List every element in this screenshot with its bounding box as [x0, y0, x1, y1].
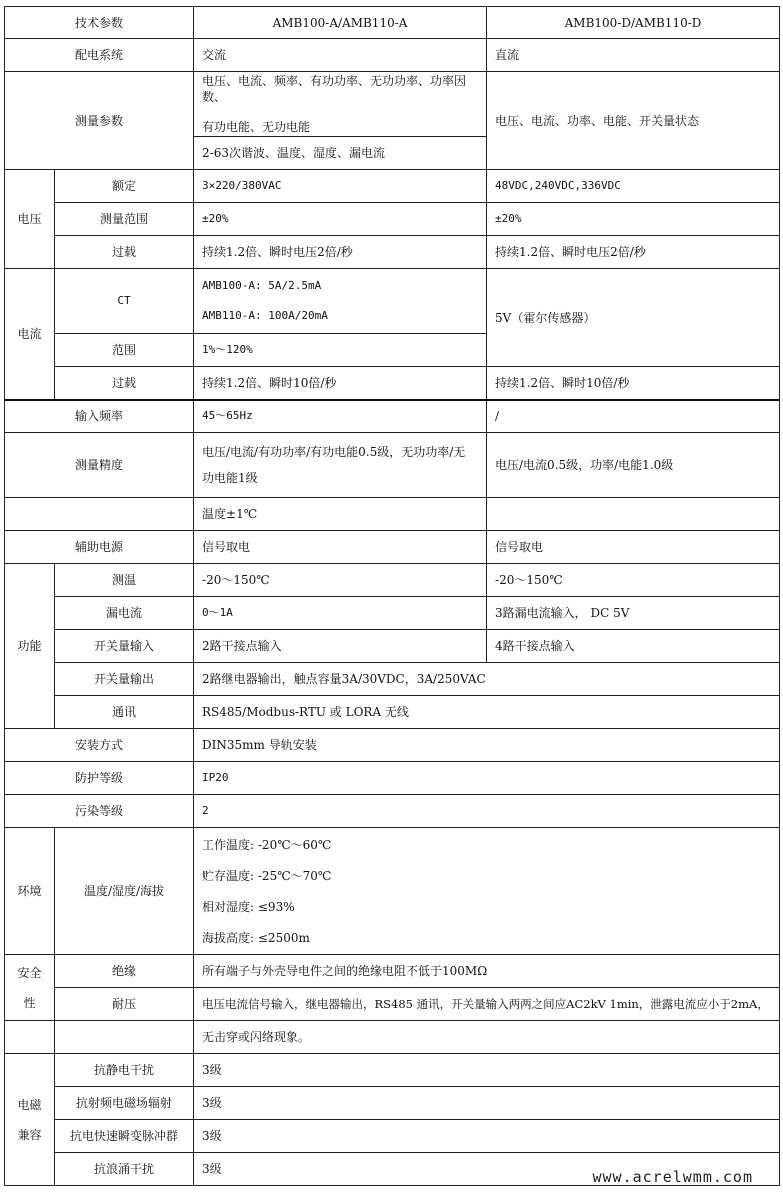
table-row	[5, 988, 780, 1021]
emc-rf-value: 3级	[194, 1087, 780, 1120]
table-row	[5, 72, 780, 137]
table-row	[5, 630, 780, 663]
input-freq-a: 45～65Hz	[194, 400, 487, 433]
emc-group	[5, 1054, 55, 1186]
function-switch-in-a: 2路干接点输入	[194, 630, 487, 663]
protection-value: IP20	[194, 762, 780, 795]
environment-line1: 工作温度: -20℃～60℃	[202, 837, 332, 852]
current-range-label: 范围	[55, 334, 194, 367]
watermark: www.acrelwmm.com	[592, 1168, 753, 1186]
table-row	[5, 170, 780, 203]
measure-params-d: 电压、电流、功率、电能、开关量状态	[487, 72, 780, 170]
current-group: 电流	[5, 269, 55, 400]
table-row	[5, 729, 780, 762]
voltage-rated-label: 额定	[55, 170, 194, 203]
table-row	[5, 400, 780, 433]
input-freq-label: 输入频率	[5, 400, 194, 433]
environment-label: 温度/湿度/海拔	[55, 828, 194, 955]
voltage-rated-d: 48VDC,240VDC,336VDC	[487, 170, 780, 203]
function-switch-out-label: 开关量输出	[55, 663, 194, 696]
measure-params-a-line2: 有功电能、无功电能	[202, 120, 311, 134]
environment-line3: 相对湿度: ≤93%	[202, 899, 295, 914]
measure-params-a	[194, 72, 487, 137]
current-ct-label: CT	[55, 269, 194, 334]
voltage-group: 电压	[5, 170, 55, 269]
function-switch-in-label: 开关量输入	[55, 630, 194, 663]
environment-line2: 贮存温度: -25℃～70℃	[202, 868, 332, 883]
emc-rf-label: 抗射频电磁场辐射	[55, 1087, 194, 1120]
aux-power-a: 信号取电	[194, 531, 487, 564]
table-row	[5, 269, 780, 334]
environment-value	[194, 828, 780, 955]
function-switch-in-d: 4路干接点输入	[487, 630, 780, 663]
table-row	[5, 367, 780, 400]
power-system-a: 交流	[194, 39, 487, 72]
table-row	[5, 663, 780, 696]
header-col-a: AMB100-A/AMB110-A	[194, 7, 487, 39]
accuracy-a	[194, 433, 487, 498]
table-row	[5, 1087, 780, 1120]
function-leakage-a: 0～1A	[194, 597, 487, 630]
table-row	[5, 1054, 780, 1087]
accuracy-a-line2: 功电能1级	[202, 471, 258, 485]
spec-table	[4, 6, 780, 1186]
accuracy-empty-label	[5, 498, 194, 531]
protection-label: 防护等级	[5, 762, 194, 795]
table-row	[5, 762, 780, 795]
aux-power-d: 信号取电	[487, 531, 780, 564]
safety-group-line1: 安全	[17, 965, 42, 980]
current-overload-d: 持续1.2倍、瞬时10倍/秒	[487, 367, 780, 400]
header-param: 技术参数	[5, 7, 194, 39]
table-row	[5, 696, 780, 729]
voltage-overload-label: 过载	[55, 236, 194, 269]
current-overload-a: 持续1.2倍、瞬时10倍/秒	[194, 367, 487, 400]
table-row	[5, 795, 780, 828]
current-ct-a-line2: AMB110-A: 100A/20mA	[202, 309, 328, 322]
safety-empty-label	[55, 1021, 194, 1054]
accuracy-d: 电压/电流0.5级，功率/电能1.0级	[487, 433, 780, 498]
table-row	[5, 564, 780, 597]
measure-params-a-line3: 2-63次谐波、温度、湿度、漏电流	[194, 137, 487, 170]
safety-group	[5, 955, 55, 1021]
table-row	[5, 236, 780, 269]
accuracy-a-temp: 温度±1℃	[194, 498, 487, 531]
emc-group-line2: 兼容	[17, 1127, 42, 1142]
emc-esd-value: 3级	[194, 1054, 780, 1087]
function-leakage-d: 3路漏电流输入， DC 5V	[487, 597, 780, 630]
install-value: DIN35mm 导轨安装	[194, 729, 780, 762]
power-system-d: 直流	[487, 39, 780, 72]
current-overload-label: 过载	[55, 367, 194, 400]
table-row	[5, 433, 780, 498]
install-label: 安装方式	[5, 729, 194, 762]
input-freq-d: /	[487, 400, 780, 433]
function-comm-label: 通讯	[55, 696, 194, 729]
accuracy-empty-d	[487, 498, 780, 531]
measure-params-label: 测量参数	[5, 72, 194, 170]
safety-empty-group	[5, 1021, 55, 1054]
pollution-label: 污染等级	[5, 795, 194, 828]
aux-power-label: 辅助电源	[5, 531, 194, 564]
table-row	[5, 828, 780, 955]
voltage-overload-a: 持续1.2倍、瞬时电压2倍/秒	[194, 236, 487, 269]
emc-surge-value: 3级	[194, 1153, 780, 1186]
function-temp-label: 测温	[55, 564, 194, 597]
accuracy-a-line1: 电压/电流/有功功率/有功电能0.5级，无功功率/无	[202, 445, 466, 459]
header-row	[5, 7, 780, 39]
voltage-range-d: ±20%	[487, 203, 780, 236]
current-ct-a-line1: AMB100-A: 5A/2.5mA	[202, 279, 322, 292]
power-system-label: 配电系统	[5, 39, 194, 72]
table-row	[5, 498, 780, 531]
environment-group: 环境	[5, 828, 55, 955]
function-temp-d: -20～150℃	[487, 564, 780, 597]
function-switch-out-value: 2路继电器输出，触点容量3A/30VDC，3A/250VAC	[194, 663, 780, 696]
accuracy-label: 测量精度	[5, 433, 194, 498]
table-row	[5, 597, 780, 630]
table-row	[5, 203, 780, 236]
function-temp-a: -20～150℃	[194, 564, 487, 597]
measure-params-a-line1: 电压、电流、频率、有功功率、无功功率、功率因数、	[202, 74, 467, 104]
table-row	[5, 531, 780, 564]
function-comm-value: RS485/Modbus-RTU 或 LORA 无线	[194, 696, 780, 729]
function-group: 功能	[5, 564, 55, 729]
table-row	[5, 955, 780, 988]
current-ct-d: 5V（霍尔传感器）	[487, 269, 780, 367]
safety-withstand-value: 电压电流信号输入，继电器输出，RS485 通讯，开关量输入两两之间应AC2kV 1min，泄露电流应小于2mA，	[194, 988, 780, 1021]
emc-surge-label: 抗浪涌干扰	[55, 1153, 194, 1186]
table-row	[5, 1021, 780, 1054]
safety-group-line2: 性	[23, 995, 36, 1010]
voltage-overload-d: 持续1.2倍、瞬时电压2倍/秒	[487, 236, 780, 269]
safety-cont-value: 无击穿或闪络现象。	[194, 1021, 780, 1054]
table-row	[5, 1120, 780, 1153]
emc-eft-value: 3级	[194, 1120, 780, 1153]
voltage-range-a: ±20%	[194, 203, 487, 236]
function-leakage-label: 漏电流	[55, 597, 194, 630]
current-ct-a	[194, 269, 487, 334]
voltage-range-label: 测量范围	[55, 203, 194, 236]
current-range-a: 1%～120%	[194, 334, 487, 367]
safety-insulation-label: 绝缘	[55, 955, 194, 988]
safety-withstand-label: 耐压	[55, 988, 194, 1021]
safety-insulation-value: 所有端子与外壳导电件之间的绝缘电阻不低于100MΩ	[194, 955, 780, 988]
voltage-rated-a: 3×220/380VAC	[194, 170, 487, 203]
environment-line4: 海拔高度: ≤2500m	[202, 930, 310, 945]
emc-eft-label: 抗电快速瞬变脉冲群	[55, 1120, 194, 1153]
emc-esd-label: 抗静电干扰	[55, 1054, 194, 1087]
table-row	[5, 39, 780, 72]
emc-group-line1: 电磁	[17, 1097, 42, 1112]
header-col-d: AMB100-D/AMB110-D	[487, 7, 780, 39]
pollution-value: 2	[194, 795, 780, 828]
